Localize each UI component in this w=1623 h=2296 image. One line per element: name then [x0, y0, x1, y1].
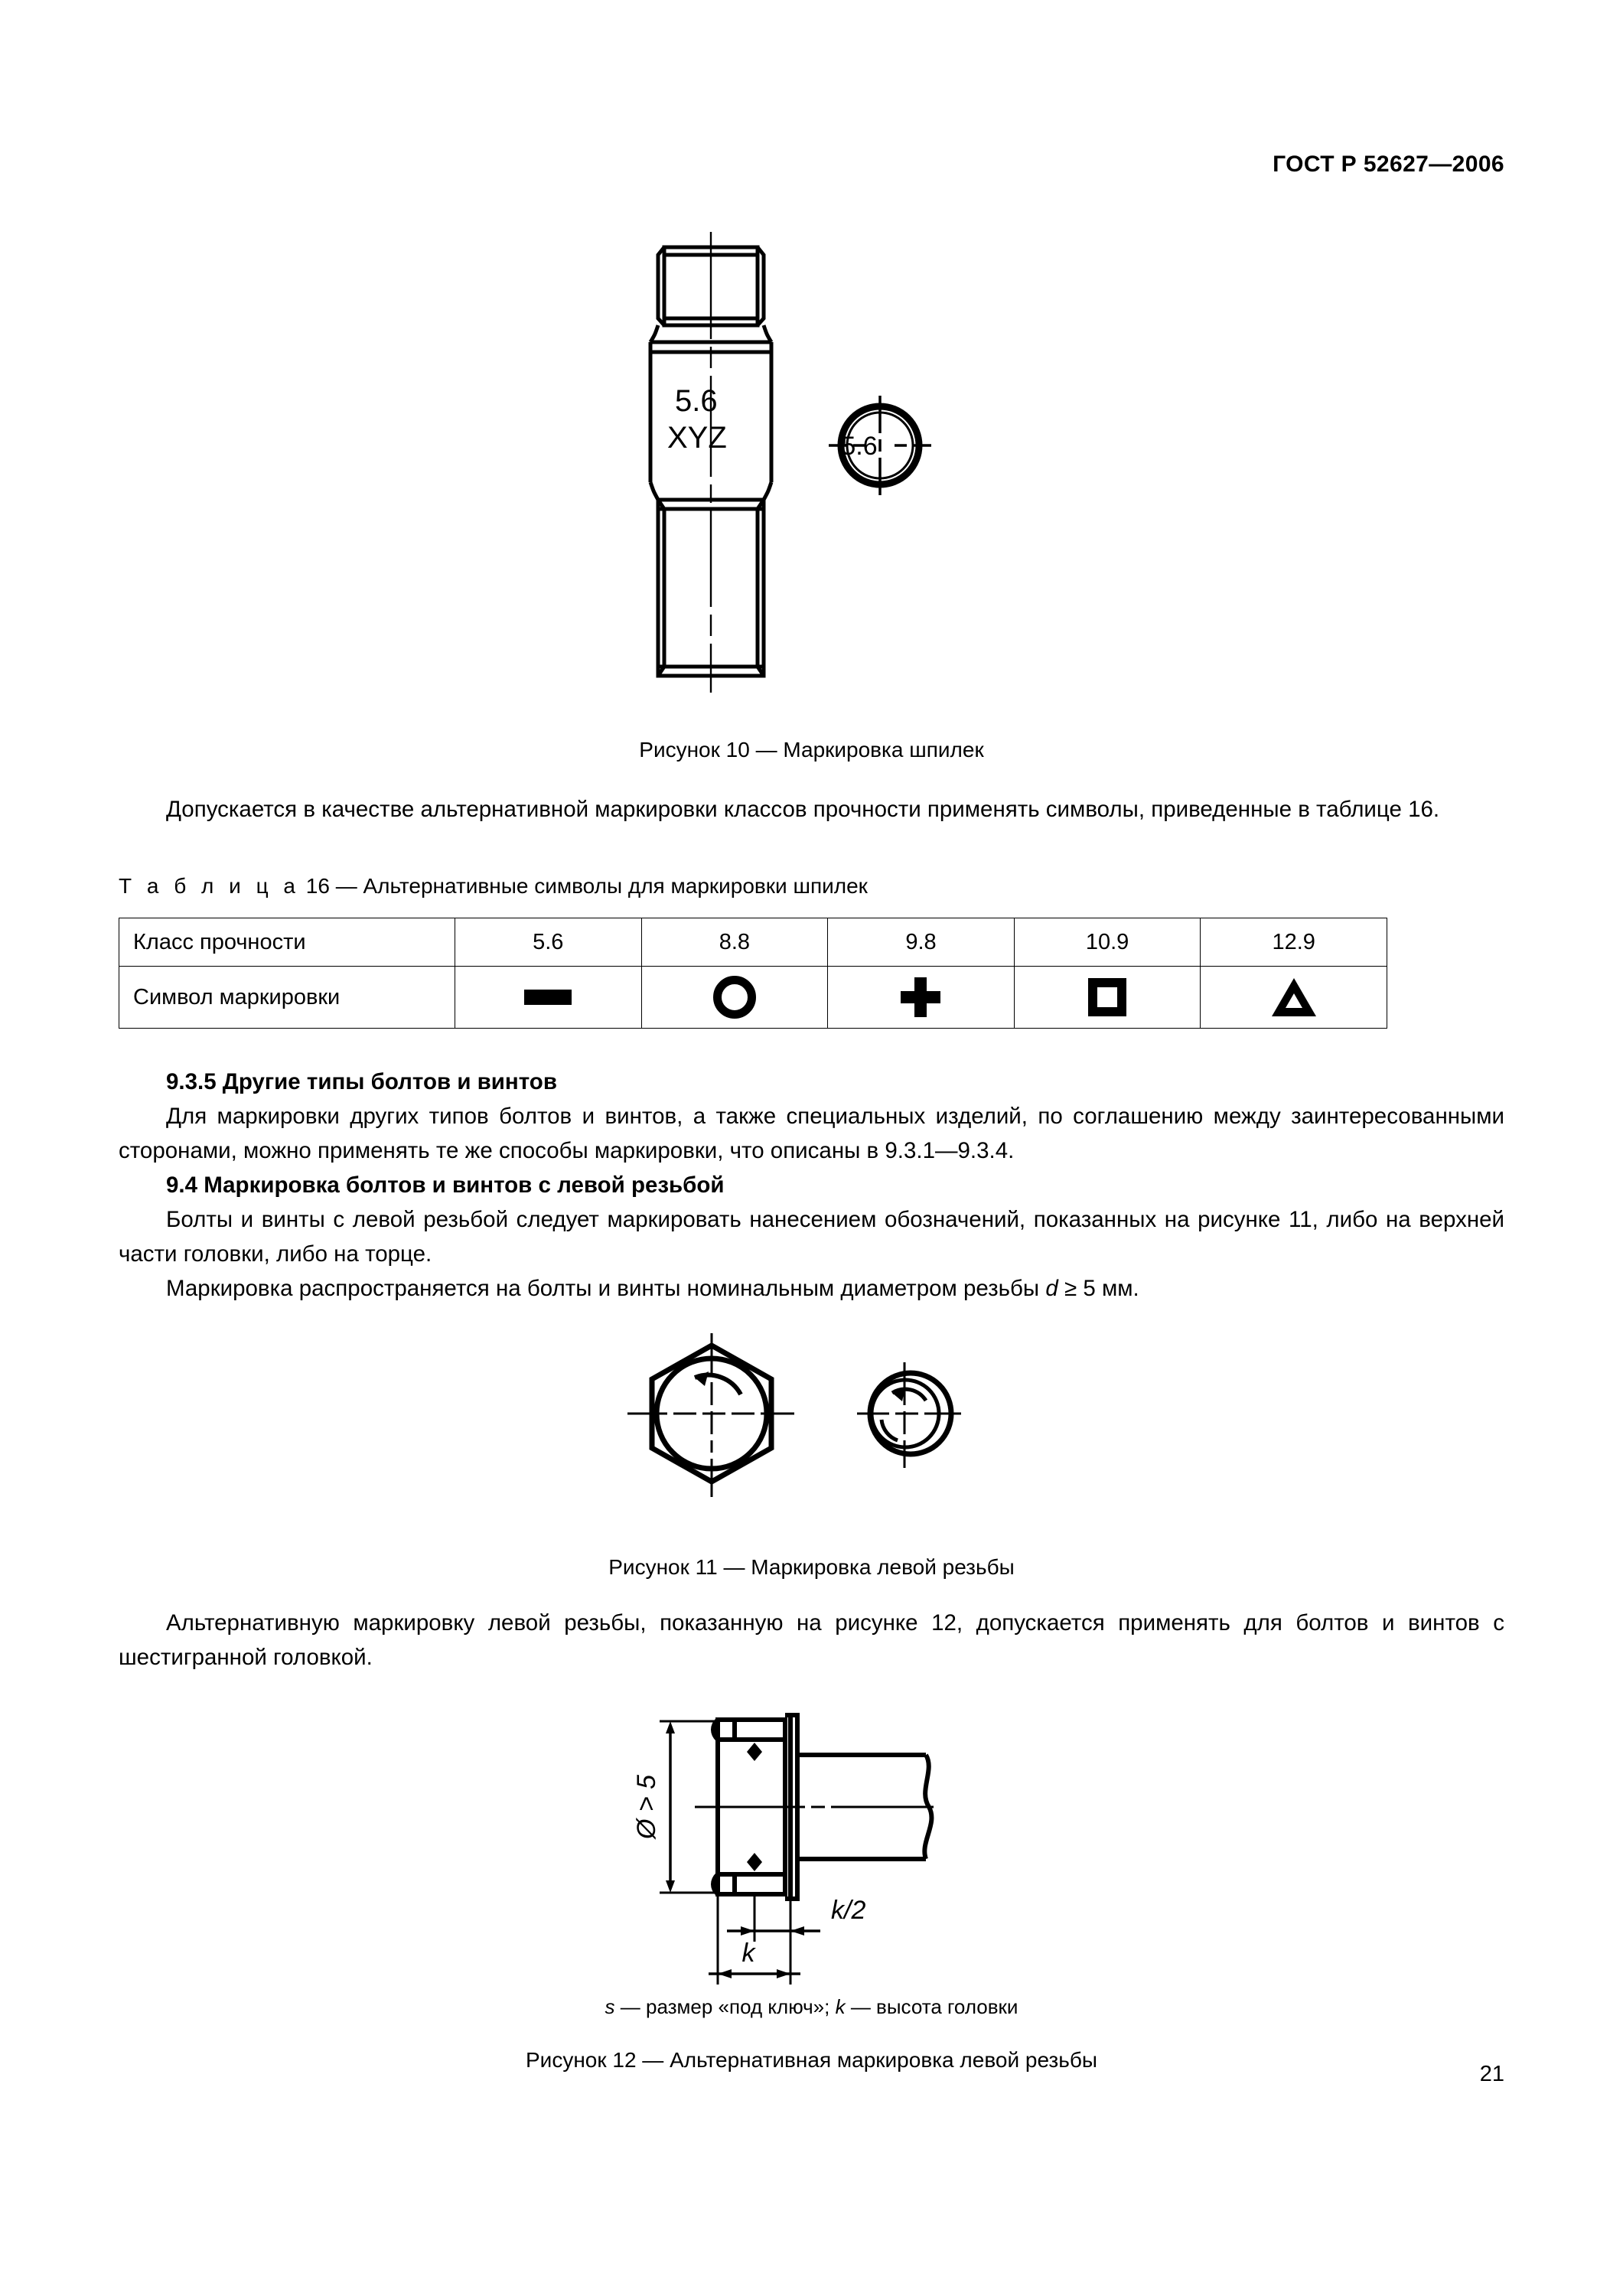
figure-12-caption: Рисунок 12 — Альтернативная маркировка левой резьбы — [526, 2048, 1097, 2072]
svg-text:k/2: k/2 — [831, 1896, 866, 1925]
heading-text: 9.4 Маркировка болтов и винтов с левой резьбой — [166, 1172, 725, 1198]
figure-11-svg — [605, 1332, 1018, 1523]
svg-text:k: k — [741, 1939, 755, 1968]
cell-class-2: 8.8 — [641, 918, 828, 967]
variable-d: d — [1045, 1276, 1058, 1301]
heading-9-4 — [119, 1168, 1504, 1202]
cell-class-3: 9.8 — [828, 918, 1015, 967]
figure-12-alternative-left-thread-marking — [605, 1695, 1033, 2001]
legend-symbol-s: s — [605, 1995, 615, 2018]
page-number: 21 — [1479, 2062, 1504, 2086]
legend-symbol-k: k — [835, 1995, 846, 2018]
legend-text-k: — высота головки — [845, 1995, 1018, 2018]
heading-text: 9.3.5 Другие типы болтов и винтов — [166, 1069, 557, 1094]
table-16-title-rest: 16 — Альтернативные символы для маркировки шпилек — [299, 874, 868, 898]
paragraph-text: Допускается в качестве альтернативной маркировки классов прочности применять символы, приведенные в таблице 16. — [166, 797, 1440, 822]
circle-icon — [713, 976, 756, 1019]
svg-text:5.6: 5.6 — [841, 432, 878, 461]
svg-text:Ø > 5: Ø > 5 — [632, 1774, 661, 1840]
bar-icon — [524, 990, 572, 1005]
paragraph-alternative-symbols — [119, 792, 1504, 827]
figure-11-caption: Рисунок 11 — Маркировка левой резьбы — [608, 1555, 1015, 1579]
paragraph-after-figure-11 — [119, 1606, 1504, 1675]
table-row-strength-class — [119, 918, 1387, 967]
figure-10-svg — [627, 218, 979, 708]
paragraph-text: Для маркировки других типов болтов и винтов, а также специальных изделий, по соглашению между заинтересованными сторонами, можно применять те же способы маркировки, что описаны в 9.3.1—9.3.4. — [119, 1104, 1504, 1163]
paragraph-text-post: ≥ 5 мм. — [1058, 1276, 1139, 1301]
paragraph-9-4-a — [119, 1202, 1504, 1271]
figure-12-legend — [0, 1992, 1623, 2021]
svg-text:XYZ: XYZ — [667, 421, 727, 455]
cell-symbol-triangle — [1201, 967, 1387, 1029]
symbol-wrap — [455, 967, 641, 1028]
symbol-wrap — [642, 967, 828, 1028]
symbol-wrap — [828, 967, 1014, 1028]
figure-10-caption: Рисунок 10 — Маркировка шпилек — [639, 738, 984, 762]
cross-icon — [901, 977, 940, 1017]
triangle-icon — [1272, 978, 1316, 1016]
symbol-wrap — [1015, 967, 1201, 1028]
table-16-title-prefix: Т а б л и ц а — [119, 874, 300, 898]
cell-symbol-cross — [828, 967, 1015, 1029]
figure-11-left-hand-thread-marking — [605, 1332, 1018, 1523]
row-label-strength-class: Класс прочности — [119, 918, 455, 967]
row-label-marking-symbol: Символ маркировки — [119, 967, 455, 1029]
heading-9-3-5 — [119, 1065, 1504, 1099]
cell-symbol-bar — [455, 967, 642, 1029]
paragraph-text-pre: Маркировка распространяется на болты и винты номинальным диаметром резьбы — [166, 1276, 1046, 1301]
svg-text:5.6: 5.6 — [675, 384, 718, 418]
paragraph-text: Болты и винты с левой резьбой следует маркировать нанесением обозначений, показанных на рисунке 11, либо на верхней части головки, либо на торце. — [119, 1207, 1504, 1267]
paragraph-text: Альтернативную маркировку левой резьбы, показанную на рисунке 12, допускается применять для болтов и винтов с шестигранной головкой. — [119, 1610, 1504, 1670]
figure-10-stud-marking — [627, 218, 979, 708]
table-16-title — [119, 874, 868, 899]
cell-symbol-square — [1014, 967, 1201, 1029]
figure-12-svg — [605, 1695, 1033, 2001]
cell-class-1: 5.6 — [455, 918, 642, 967]
cell-class-5: 12.9 — [1201, 918, 1387, 967]
paragraph-9-4-b — [119, 1271, 1504, 1306]
table-16-alternative-symbols — [119, 918, 1387, 1029]
table-row-marking-symbol — [119, 967, 1387, 1029]
square-icon — [1088, 978, 1126, 1016]
cell-class-4: 10.9 — [1014, 918, 1201, 967]
paragraph-9-3-5 — [119, 1099, 1504, 1168]
legend-text-s: — размер «под ключ»; — [614, 1995, 836, 2018]
cell-symbol-circle — [641, 967, 828, 1029]
symbol-wrap — [1201, 967, 1387, 1028]
document-standard-header: ГОСТ Р 52627—2006 — [1273, 152, 1504, 177]
